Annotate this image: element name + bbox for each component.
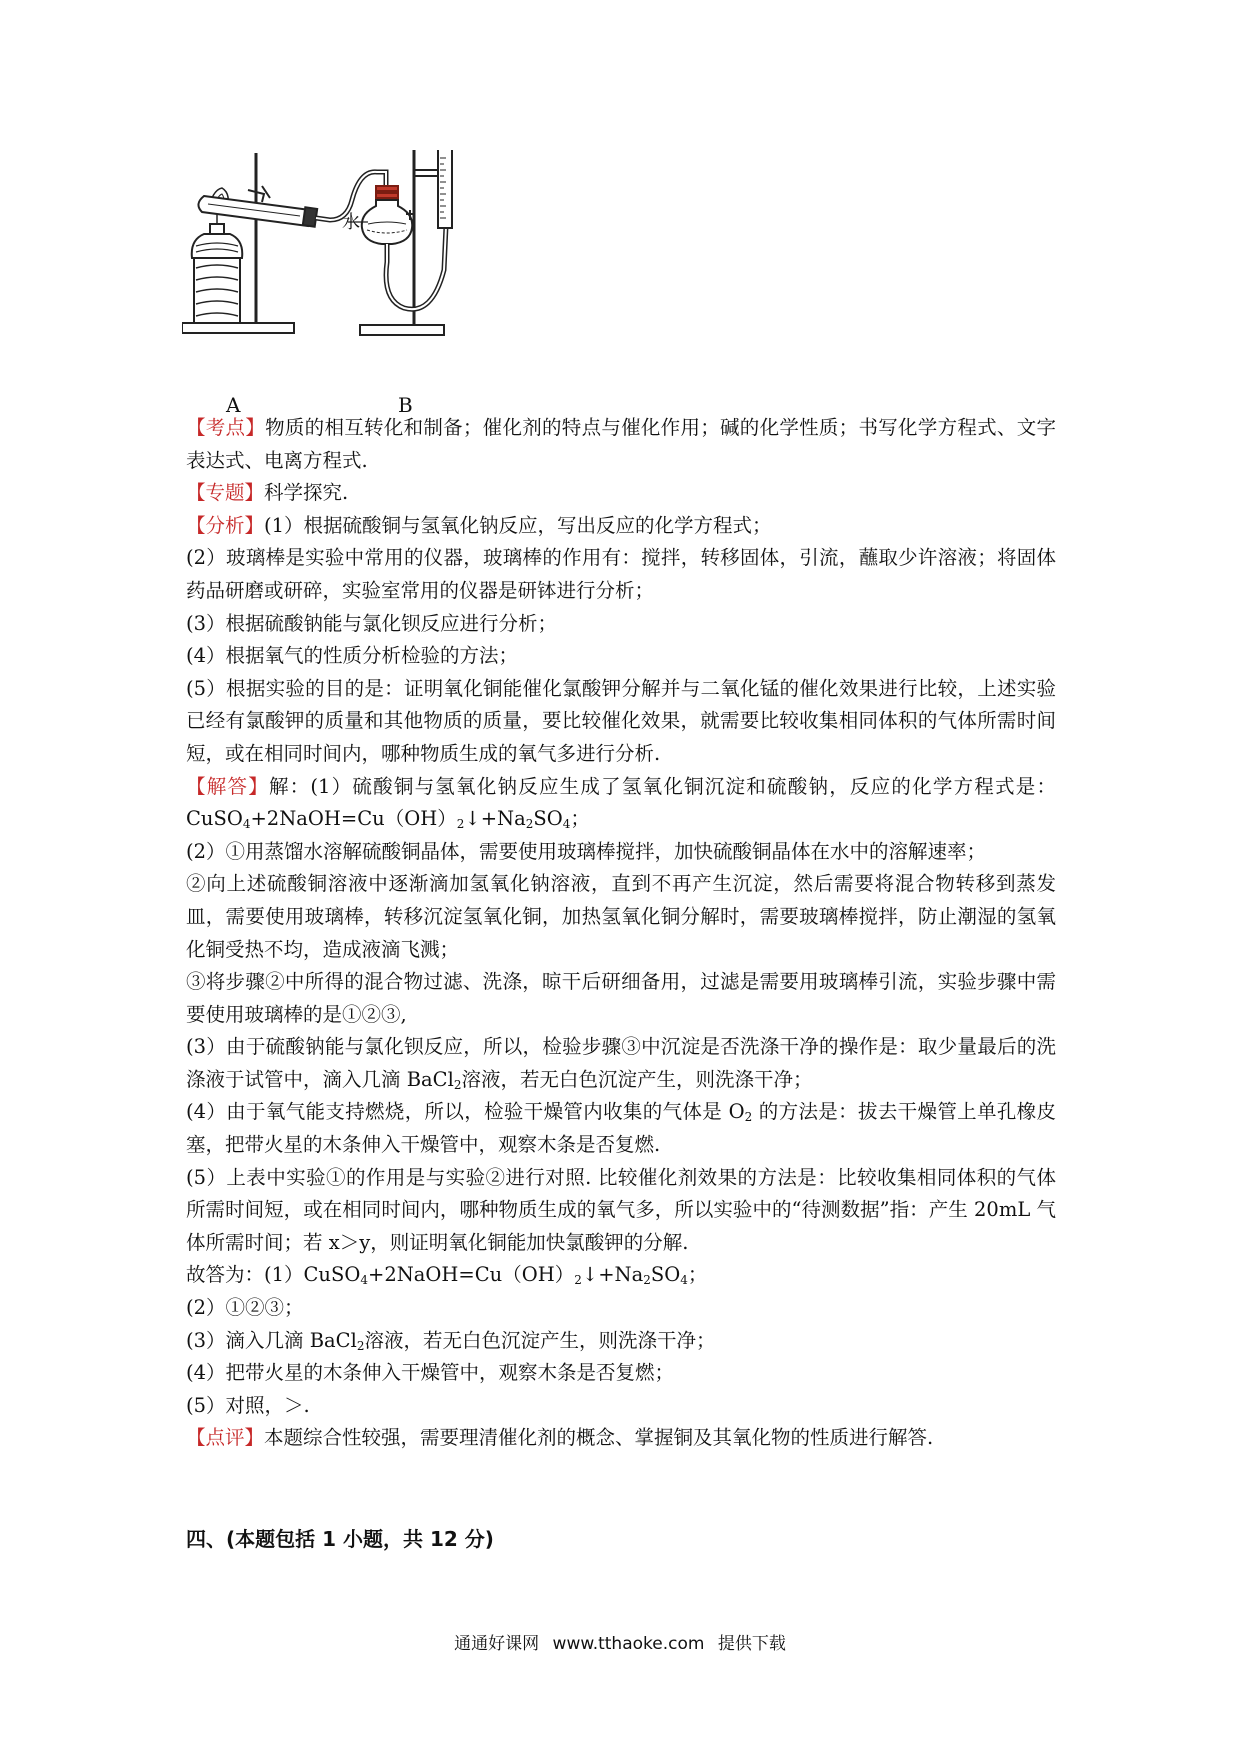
answer-3: (3）滴入几滴 BaCl$_2$溶液，若无白色沉淀产生，则洗涤干净； bbox=[186, 1328, 716, 1353]
footer bbox=[0, 1629, 1240, 1654]
label-a: A bbox=[226, 393, 241, 415]
clamp-a bbox=[248, 186, 270, 202]
jieda-paragraph: 【解答】解：(1）硫酸铜与氢氧化钠反应生成了氢氧化铜沉淀和硫酸钠，反应的化学方程式是：$CuSO_4+2NaOH=Cu(OH)_2↓+Na_2SO_4$； bbox=[186, 774, 1056, 832]
answer-1: 故答为：$(1)CuSO_4+2NaOH=Cu(OH)_2↓+Na_2SO_4$； bbox=[186, 1263, 708, 1288]
stand-base-b bbox=[360, 325, 444, 335]
answer-2: (2）①②③； bbox=[186, 1296, 304, 1320]
test-tube bbox=[198, 196, 310, 226]
fenxi-item-2: (2）玻璃棒是实验中常用的仪器，玻璃棒的作用有：搅拌，转移固体，引流，蘸取少许溶液；将固体药品研磨或研碎，实验室常用的仪器是研钵进行分析； bbox=[186, 546, 1056, 602]
footer-note: 提供下载 bbox=[717, 1634, 786, 1654]
water-label: 水 bbox=[342, 212, 360, 233]
stopper-a bbox=[303, 207, 317, 226]
jieda-item-2: (2）①用蒸馏水溶解硫酸铜晶体，需要使用玻璃棒搅拌，加快硫酸铜晶体在水中的溶解速率； bbox=[186, 839, 987, 863]
jieda-item-2c: ③将步骤②中所得的混合物过滤、洗涤，晾干后研细备用，过滤是需要用玻璃棒引流，实验步骤中需要使用玻璃棒的是①②③, bbox=[186, 970, 1056, 1026]
dianping-paragraph: 【点评】本题综合性较强，需要理清催化剂的概念、掌握铜及其氧化物的性质进行解答. bbox=[186, 1426, 934, 1450]
solution-text bbox=[186, 412, 1056, 1455]
stand-base-a bbox=[182, 323, 294, 333]
label-b: B bbox=[398, 393, 413, 415]
footer-url[interactable]: www.tthaoke.com bbox=[552, 1634, 705, 1654]
jieda-tag: 【解答】 bbox=[186, 774, 269, 798]
apparatus-figure bbox=[182, 150, 582, 415]
jieda-item-2b: ②向上述硫酸铜溶液中逐渐滴加氢氧化钠溶液，直到不再产生沉淀，然后需要将混合物转移到蒸发皿，需要使用玻璃棒，转移沉淀氢氧化铜，加热氢氧化铜分解时，需要玻璃棒搅拌，防止潮湿的氢氧化铜受热不均，造成液滴飞溅； bbox=[186, 872, 1056, 961]
fenxi-item-3: (3）根据硫酸钠能与氯化钡反应进行分析； bbox=[186, 611, 558, 635]
jieda-item-3: (3）由于硫酸钠能与氯化钡反应，所以，检验步骤③中沉淀是否洗涤干净的操作是：取少量最后的洗涤液于试管中，滴入几滴 BaCl$_2$溶液，若无白色沉淀产生，则洗涤干净； bbox=[186, 1035, 1056, 1092]
fenxi-tag: 【分析】 bbox=[186, 513, 265, 537]
dianping-tag: 【点评】 bbox=[186, 1426, 265, 1450]
kaodian-tag: 【考点】 bbox=[186, 416, 266, 439]
fenxi-item-4: (4）根据氧气的性质分析检验的方法； bbox=[186, 644, 519, 668]
jieda-item-5: (5）上表中实验①的作用是与实验②进行对照. 比较催化剂效果的方法是：比较收集相同体积的气体所需时间短，或在相同时间内，哪种物质生成的氧气多，所以实验中的“待测数据”指：产生 20mL 气体所需时间；若 x＞y，则证明氧化铜能加快氯酸钾的分解. bbox=[186, 1165, 1056, 1254]
footer-site: 通通好课网 bbox=[454, 1634, 540, 1654]
burette bbox=[438, 150, 452, 228]
kaodian-paragraph: 【考点】物质的相互转化和制备；催化剂的特点与催化作用；碱的化学性质；书写化学方程式、文字表达式、电离方程式. bbox=[186, 416, 1056, 472]
fenxi-item-5: (5）根据实验的目的是：证明氧化铜能催化氯酸钾分解并与二氧化锰的催化效果进行比较，上述实验已经有氯酸钾的质量和其他物质的质量，要比较催化效果，就需要比较收集相同体积的气体所需时间短，或在相同时间内，哪种物质生成的氧气多进行分析. bbox=[186, 676, 1056, 765]
answer-4: (4）把带火星的木条伸入干燥管中，观察木条是否复燃； bbox=[186, 1361, 675, 1385]
alcohol-lamp bbox=[192, 234, 243, 258]
zhuanti-tag: 【专题】 bbox=[186, 481, 265, 505]
answer-5: (5）对照，＞. bbox=[186, 1393, 310, 1417]
zhuanti-paragraph: 【专题】科学探究. bbox=[186, 481, 349, 505]
section-title: 四、(本题包括 1 小题，共 12 分) bbox=[186, 1527, 494, 1551]
jieda-item-4: (4）由于氧气能支持燃烧，所以，检验干燥管内收集的气体是 $O_2$ 的方法是：拔去干燥管上单孔橡皮塞，把带火星的木条伸入干燥管中，观察木条是否复燃. bbox=[186, 1100, 1057, 1157]
fenxi-paragraph: 【分析】(1）根据硫酸铜与氢氧化钠反应，写出反应的化学方程式； bbox=[186, 513, 772, 537]
